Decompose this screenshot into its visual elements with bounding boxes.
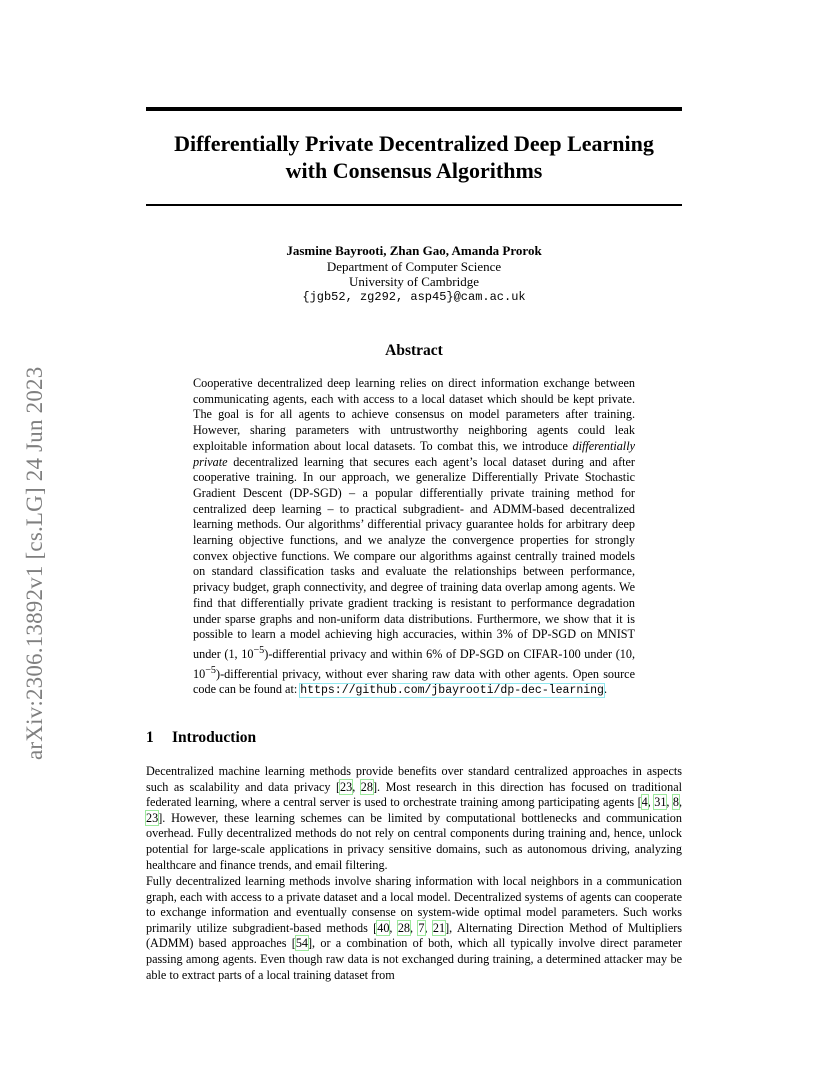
citation-link[interactable]: 7: [418, 920, 425, 935]
citation-link[interactable]: 23: [340, 779, 353, 794]
paragraph-text: ,: [647, 795, 655, 810]
abstract-text-part: -differential privacy, without ever sharing raw data with other agents. Open source code can be found at:: [193, 666, 635, 697]
author-department: Department of Computer Science: [326, 258, 502, 274]
citation-link[interactable]: 31: [654, 795, 667, 810]
citation-link[interactable]: 21: [432, 920, 446, 935]
intro-paragraph-2: [146, 874, 682, 983]
citation-link[interactable]: 8: [672, 795, 679, 810]
title-line-2: with Consensus Algorithms: [285, 158, 543, 183]
citation-link[interactable]: 54: [295, 936, 308, 951]
citation-link[interactable]: 40: [377, 920, 390, 935]
math-expression: (1, 10: [224, 647, 254, 662]
paragraph-text: ]. However, these learning schemes can be limited by computational bottlenecks and communication overhead. Fully decentralized methods do not rely on central components during training and, hence, unlock potential for large-scale applications in privacy sensitive domains, such as autonomous driving, analyzing healthcare and finance trends, and email filtering.: [146, 810, 682, 872]
paragraph-text: ,: [352, 779, 361, 794]
paragraph-text: ,: [410, 920, 419, 935]
math-expression: ): [216, 666, 221, 681]
citation-link[interactable]: 28: [360, 779, 373, 794]
paragraph-text: ,: [424, 920, 433, 935]
paragraph-text: ,: [389, 920, 398, 935]
section-heading-introduction: [146, 729, 256, 747]
abstract-text: [193, 376, 635, 699]
paragraph-text: ,: [678, 795, 683, 810]
abstract-heading: Abstract: [385, 342, 443, 359]
abstract-text-part: -differential privacy and within 6% of DP-SGD on CIFAR-100 under: [268, 647, 616, 662]
paragraph-text: ], or a combination of both, which all typically involve direct parameter passing among agents. Even though raw data is not exchanged during training, a determined attacker may be able to extract parts of a local training dataset from: [146, 936, 682, 982]
paragraph-text: Decentralized machine learning methods provide benefits over standard centralized approaches in aspects such as scalability and data privacy [: [146, 764, 682, 794]
author-names: Jasmine Bayrooti, Zhan Gao, Amanda Prorok: [286, 243, 542, 258]
abstract-emphasis: differentially private: [193, 438, 635, 469]
paragraph-text: Fully decentralized learning methods involve sharing information with local neighbors in a communication graph, each with access to a private dataset and a local model. Decentralized systems of agents can cooperate to exchange information and eventually consense on system-wide optimal model parameters. Such works primarily utilize subgradient-based methods [: [146, 874, 682, 935]
paragraph-text: ], Alternating Direction Method of Multipliers (ADMM) based approaches [: [146, 920, 683, 951]
intro-paragraph-1: [146, 764, 682, 873]
source-code-link[interactable]: https://github.com/jbayrooti/dp-dec-learning: [300, 684, 604, 698]
math-exponent: −5: [253, 644, 265, 656]
author-block: [146, 243, 682, 305]
abstract-text-part: decentralized learning that secures each agent’s local dataset during and after cooperative training. In our approach, we generalize Differentially Private Stochastic Gradient Descent (DP-SGD) – a popular differentially private training method for centralized deep learning – to practical subgradient- and ADMM-based decentralized learning methods. Our algorithms’ differential privacy guarantee holds for arbitrary deep learning objective functions, and we analyze the convergence properties for strongly convex objective functions. We compare our algorithms against centrally trained models on standard classification tasks and evaluate the relationships between performance, privacy budget, graph connectivity, and degree of training data overlap among agents. We find that differentially private gradient tracking is resistant to performance degradation under sparse graphs and non-uniform data distributions. Furthermore, we show that it is possible to learn a model achieving high accuracies, within 3% of DP-SGD on MNIST under: [193, 454, 635, 662]
arxiv-identifier-stamp: arXiv:2306.13892v1 [cs.LG] 24 Jun 2023: [22, 366, 47, 760]
author-emails: {jgb52, zg292, asp45}@cam.ac.uk: [302, 289, 526, 304]
section-title: Introduction: [172, 729, 257, 746]
paragraph-text: ]. Most research in this direction has focused on traditional federated learning, where a central server is used to orchestrate training among participating agents [: [146, 779, 682, 810]
math-exponent: −5: [205, 664, 216, 676]
abstract-text-part: Cooperative decentralized deep learning relies on direct information exchange between communicating agents, each with access to a local dataset which should be kept private. The goal is for all agents to achieve consensus on model parameters after training. However, sharing parameters with untrustworthy neighboring agents could leak exploitable information about local datasets. To combat this, we introduce: [193, 376, 635, 453]
paragraph-text: ,: [666, 795, 673, 810]
paper-title: [146, 130, 682, 184]
abstract-text-part: .: [603, 682, 607, 697]
title-bottom-rule: [146, 204, 682, 206]
title-line-1: Differentially Private Decentralized Deep Learning: [174, 131, 654, 156]
math-expression: (10, 10: [193, 647, 636, 681]
citation-link[interactable]: 4: [641, 795, 648, 810]
citation-link[interactable]: 28: [397, 920, 411, 935]
math-expression: ): [264, 647, 269, 662]
title-top-rule: [146, 107, 682, 111]
section-number: 1: [146, 729, 154, 746]
author-university: University of Cambridge: [349, 274, 479, 289]
citation-link[interactable]: 23: [146, 810, 159, 825]
